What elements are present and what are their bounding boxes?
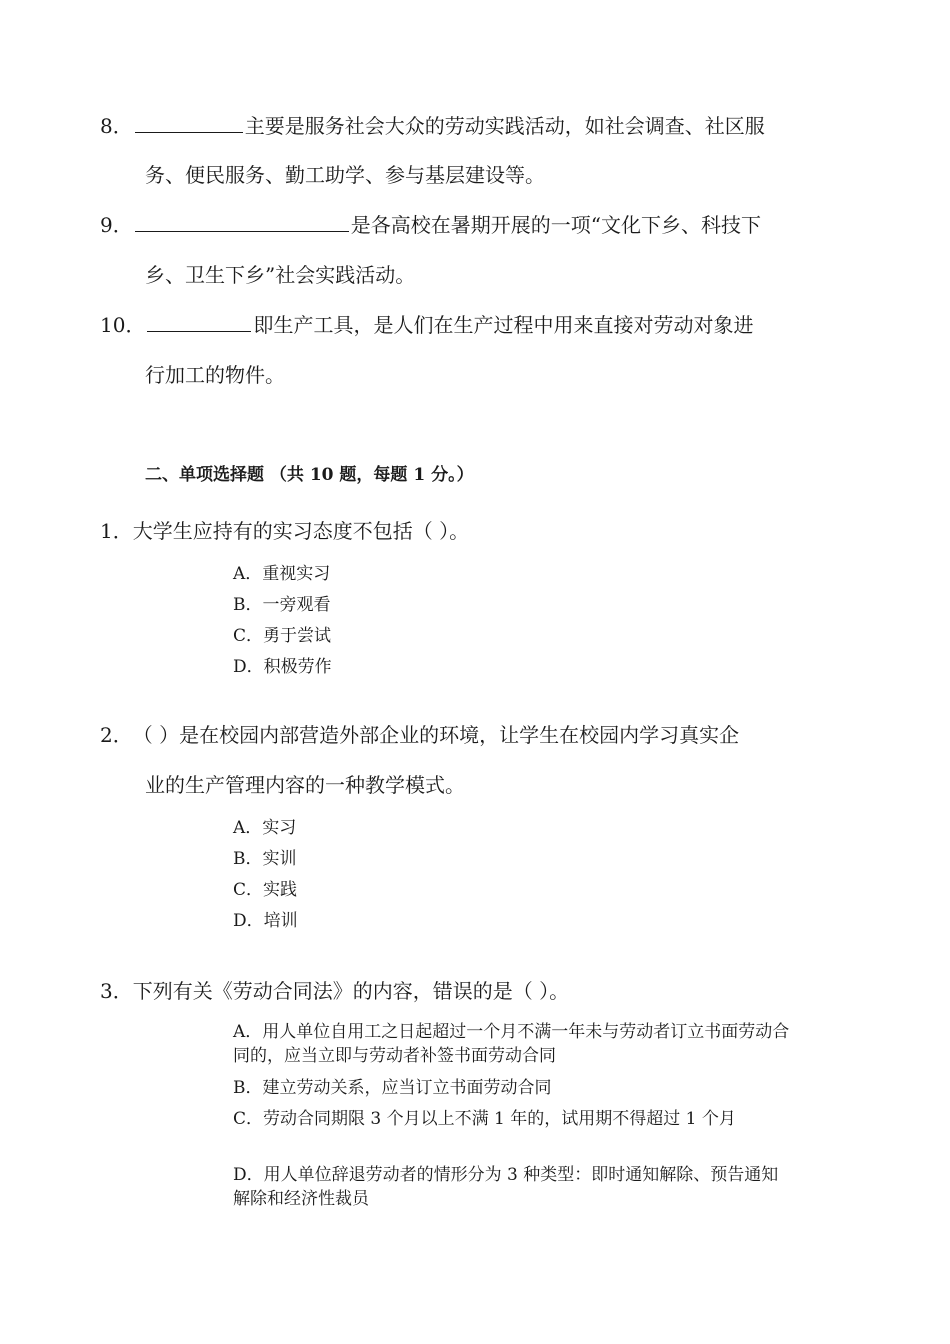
option-a: A．重视实习 bbox=[233, 564, 331, 584]
option-a: A．用人单位自用工之日起超过一个月不满一年未与劳动者订立书面劳动合同的，应当立即与劳动者补签书面劳动合同 bbox=[233, 1022, 790, 1066]
fill-in-question-9 bbox=[100, 212, 761, 238]
question-number: 9． bbox=[100, 213, 133, 237]
choice-question-1 bbox=[100, 518, 469, 544]
option-d: D．用人单位辞退劳动者的情形分为 3 种类型：即时通知解除、预告通知解除和经济性裁员 bbox=[233, 1165, 779, 1209]
question-number: 2． bbox=[100, 723, 133, 747]
answer-blank bbox=[135, 114, 243, 133]
question-text: 是各高校在暑期开展的一项“文化下乡、科技下 bbox=[350, 213, 761, 237]
answer-blank bbox=[147, 313, 251, 332]
option-d: D．培训 bbox=[233, 911, 298, 931]
fill-in-question-10 bbox=[100, 312, 753, 338]
option-c: C．勇于尝试 bbox=[233, 626, 332, 646]
choice-question-3 bbox=[100, 978, 569, 1004]
option-d: D．积极劳作 bbox=[233, 657, 332, 677]
question-number: 3． bbox=[100, 979, 133, 1003]
question-text: 乡、卫生下乡”社会实践活动。 bbox=[145, 263, 416, 287]
question-stem: 下列有关《劳动合同法》的内容，错误的是（ ）。 bbox=[132, 979, 570, 1003]
question-stem: 大学生应持有的实习态度不包括（ ）。 bbox=[132, 519, 470, 543]
fill-in-question-8-continued bbox=[145, 162, 545, 188]
question-number: 1． bbox=[100, 519, 133, 543]
choice-question-2 bbox=[100, 722, 739, 748]
question-stem: （ ）是在校园内部营造外部企业的环境，让学生在校园内学习真实企 bbox=[132, 723, 740, 747]
option-c: C．劳动合同期限 3 个月以上不满 1 年的，试用期不得超过 1 个月 bbox=[233, 1109, 736, 1129]
question-text: 务、便民服务、勤工助学、参与基层建设等。 bbox=[145, 163, 545, 187]
option-a: A．实习 bbox=[233, 818, 297, 838]
option-b: B．实训 bbox=[233, 849, 297, 869]
question-stem: 业的生产管理内容的一种教学模式。 bbox=[145, 773, 465, 797]
question-number: 8． bbox=[100, 114, 133, 138]
fill-in-question-10-continued bbox=[145, 362, 285, 388]
option-c: C．实践 bbox=[233, 880, 298, 900]
question-number: 10． bbox=[100, 313, 146, 337]
option-b: B．一旁观看 bbox=[233, 595, 331, 615]
answer-blank bbox=[135, 213, 349, 232]
question-text: 行加工的物件。 bbox=[145, 363, 285, 387]
fill-in-question-8 bbox=[100, 113, 765, 139]
question-text: 即生产工具，是人们在生产过程中用来直接对劳动对象进 bbox=[253, 313, 754, 337]
question-text: 主要是服务社会大众的劳动实践活动，如社会调查、社区服 bbox=[244, 114, 765, 138]
option-b: B．建立劳动关系，应当订立书面劳动合同 bbox=[233, 1078, 552, 1098]
choice-question-2-continued bbox=[145, 772, 465, 798]
section-title: 二、单项选择题 （共 10 题，每题 1 分。） bbox=[145, 465, 474, 485]
fill-in-question-9-continued bbox=[145, 262, 415, 288]
